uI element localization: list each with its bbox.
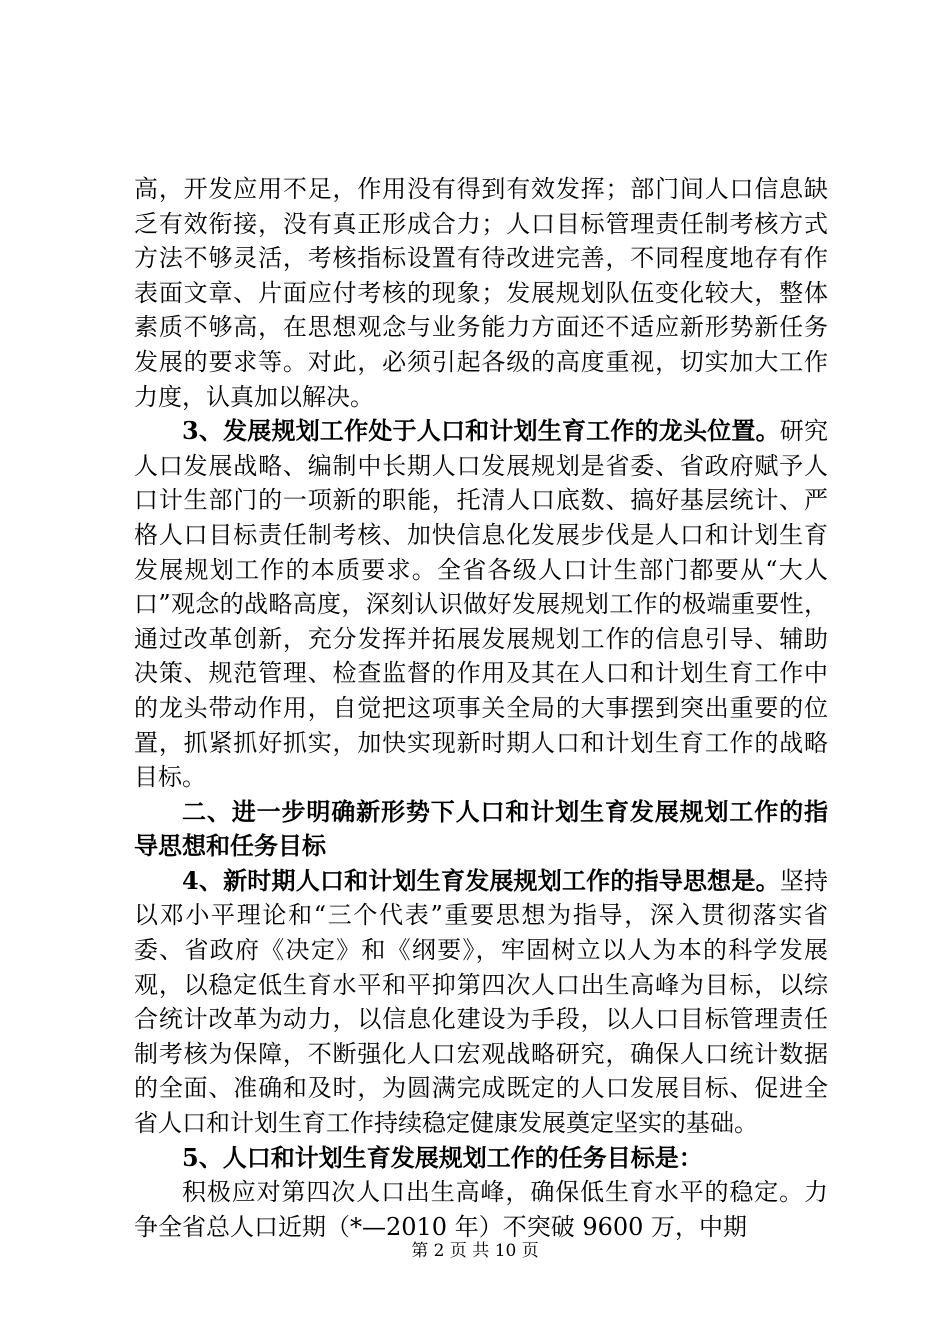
page-number: 第 2 页 共 10 页 [411, 1241, 539, 1261]
paragraph-text: 积极应对第四次人口出生高峰，确保低生育水平的稳定。力争全省总人口近期（*—2010 年）不突破 9600 万，中期 [134, 1178, 828, 1241]
paragraph-continuation [134, 172, 828, 414]
section-heading [134, 795, 828, 864]
paragraph-text: 高，开发应用不足，作用没有得到有效发挥；部门间人口信息缺乏有效衔接，没有真正形成合力；人口目标管理责任制考核方式方法不够灵活，考核指标设置有待改进完善，不同程度地存有作表面文章、片面应付考核的现象；发展规划队伍变化较大，整体素质不够高，在思想观念与业务能力方面还不适应新形势新任务发展的要求等。对此，必须引起各级的高度重视，切实加大工作力度，认真加以解决。 [134, 175, 828, 411]
paragraph-lead: 3、发展规划工作处于人口和计划生育工作的龙头位置。 [182, 416, 780, 446]
paragraph-lead: 4、新时期人口和计划生育发展规划工作的指导思想是。 [182, 865, 780, 895]
paragraph-lead: 5、人口和计划生育发展规划工作的任务目标是： [182, 1142, 703, 1172]
section-heading-text: 二、进一步明确新形势下人口和计划生育发展规划工作的指导思想和任务目标 [134, 796, 828, 861]
paragraph-text: 坚持以邓小平理论和“三个代表”重要思想为指导，深入贯彻落实省委、省政府《决定》和《纲要》，牢固树立以人为本的科学发展观，以稳定低生育水平和平抑第四次人口出生高峰为目标，以综合统计改革为动力，以信息化建设为手段，以人口目标管理责任制考核为保障，不断强化人口宏观战略研究，确保人口统计数据的全面、准确和及时，为圆满完成既定的人口发展目标、促进全省人口和计划生育工作持续稳定健康发展奠定坚实的基础。 [134, 866, 829, 1138]
paragraph-target [134, 1175, 828, 1244]
paragraph-item-4 [134, 864, 828, 1141]
paragraph-text: 研究人口发展战略、编制中长期人口发展规划是省委、省政府赋予人口计生部门的一项新的职能，托清人口底数、搞好基层统计、严格人口目标责任制考核、加快信息化发展步伐是人口和计划生育发展规划工作的本质要求。全省各级人口计生部门都要从“大人口”观念的战略高度，深刻认识做好发展规划工作的极端重要性，通过改革创新，充分发挥并拓展发展规划工作的信息引导、辅助决策、规范管理、检查监督的作用及其在人口和计划生育工作中的龙头带动作用，自觉把这项事关全局的大事摆到突出重要的位置，抓紧抓好抓实，加快实现新时期人口和计划生育工作的战略目标。 [134, 417, 829, 792]
document-body [134, 172, 828, 1244]
paragraph-item-3 [134, 414, 828, 795]
paragraph-item-5 [134, 1141, 828, 1176]
page-footer [0, 1240, 950, 1262]
